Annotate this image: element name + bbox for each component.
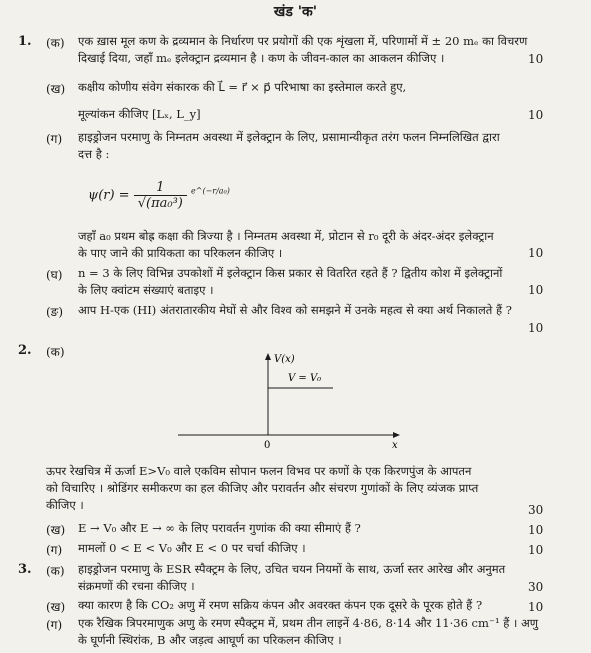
question-text: n = 3 के लिए विभिन्न उपकोशों में इलेक्ट्रान किस प्रकार से वितरित रहते हैं ? द्वितीय कोश में इलेक्ट्रानों के लिए क्वांटम संख्याएं बताइए । (78, 266, 503, 297)
question-text: जहाँ a₀ प्रथम बोह्र कक्षा की त्रिज्या है । निम्नतम अवस्था में, प्रोटान से r₀ दूरी के अंदर-अंदर इलेक्ट्रान के पाए जाने की प्रायिकता का परिकलन कीजिए । (78, 229, 494, 260)
question-number: 2. (18, 343, 32, 358)
question-text: क्या कारण है कि CO₂ अणु में रमण सक्रिय कंपन और अवरक्त कंपन एक दूसरे के पूरक होते हैं ? (78, 598, 483, 612)
question-number: 3. (18, 562, 32, 577)
question-text: मूल्यांकन कीजिए [Lₓ, L_y] (78, 107, 201, 121)
marks: 10 (528, 543, 544, 557)
subquestion-label: (ख) (46, 523, 66, 537)
subquestion-label: (क) (46, 564, 65, 578)
step-potential-graph (178, 350, 408, 450)
y-axis-label: V(x) (274, 354, 295, 365)
question-text: कक्षीय कोणीय संवेग संकारक की L⃗ = r⃗ × p⃗ परिभाषा का इस्तेमाल करते हुए, (78, 80, 407, 94)
marks: 10 (528, 52, 544, 66)
subquestion-label: (ख) (46, 600, 66, 614)
question-text: हाइड्रोजन परमाणु के ESR स्पैक्ट्रम के लिए, उचित चयन नियमों के साथ, ऊर्जा स्तर आरेख और अनुमत संक्रमणों की रचना कीजिए । (78, 562, 506, 593)
subquestion-label: (ग) (46, 618, 63, 632)
marks: 10 (528, 600, 544, 614)
subquestion-label: (ग) (46, 132, 63, 146)
marks: 10 (528, 321, 544, 335)
origin-label: 0 (264, 440, 271, 450)
subquestion-label: (ङ) (46, 305, 64, 319)
marks: 10 (528, 108, 544, 122)
wavefunction-formula: ψ(r) = $\frac{1}{\text{√(πa₀³)}}$ $^{e\^{}(-r/a_0)}$ (88, 180, 230, 211)
step-label: V = V₀ (288, 373, 322, 384)
question-text: हाइड्रोजन परमाणु के निम्नतम अवस्था में इलेक्ट्रान के लिए, प्रसामान्यीकृत तरंग फलन निम्नलिखित द्वारा दत्त है : (78, 130, 500, 161)
question-number: 1. (18, 34, 32, 49)
y-axis-arrow (265, 353, 271, 360)
question-text: E → V₀ और E → ∞ के लिए परावर्तन गुणांक की क्या सीमाएं हैं ? (78, 521, 361, 535)
subquestion-label: (क) (46, 36, 65, 50)
question-text: एक रैखिक त्रिपरमाणुक अणु के रमण स्पैक्ट्रम में, प्रथम तीन लाइनें 4·86, 8·14 और 11·36 cm⁻¹ हैं । अणु के घूर्णनी स्थिरांक, B और जड़त्व आघूर्ण का परिकलन कीजिए । (78, 616, 539, 647)
x-axis-label: x (392, 440, 398, 450)
subquestion-label: (क) (46, 345, 65, 359)
marks: 30 (528, 580, 544, 594)
marks: 10 (528, 523, 544, 537)
question-text: ऊपर रेखचित्र में ऊर्जा E>V₀ वाले एकविम सोपान फलन विभव पर कणों के एक किरणपुंज के आपतन को विचारिए । श्रोडिंगर समीकरण का हल कीजिए और परावर्तन और संचरण गुणांकों के लिए व्यंजक प्राप्त कीजिए । (46, 464, 479, 512)
section-title: खंड 'क' (273, 4, 318, 20)
subquestion-label: (ग) (46, 543, 63, 557)
subquestion-label: (ख) (46, 82, 66, 96)
question-text: एक ख़ास मूल कण के द्रव्यमान के निर्धारण पर प्रयोगों की एक शृंखला में, परिणामों में ± 20 mₑ का विचरण दिखाई दिया, जहाँ mₑ इलेक्ट्रान द्रव्यमान है । कण के जीवन-काल का आकलन कीजिए । (78, 34, 528, 65)
x-axis-arrow (393, 432, 400, 438)
question-text: आप H-एक (HI) अंतरातारकीय मेघों से और विश्व को समझने में उनके महत्व से क्या अर्थ निकालते हैं ? (78, 303, 512, 317)
subquestion-label: (घ) (46, 268, 63, 282)
marks: 10 (528, 283, 544, 297)
marks: 30 (528, 503, 544, 517)
question-text: मामलों 0 < E < V₀ और E < 0 पर चर्चा कीजिए । (78, 541, 306, 555)
marks: 10 (528, 246, 544, 260)
